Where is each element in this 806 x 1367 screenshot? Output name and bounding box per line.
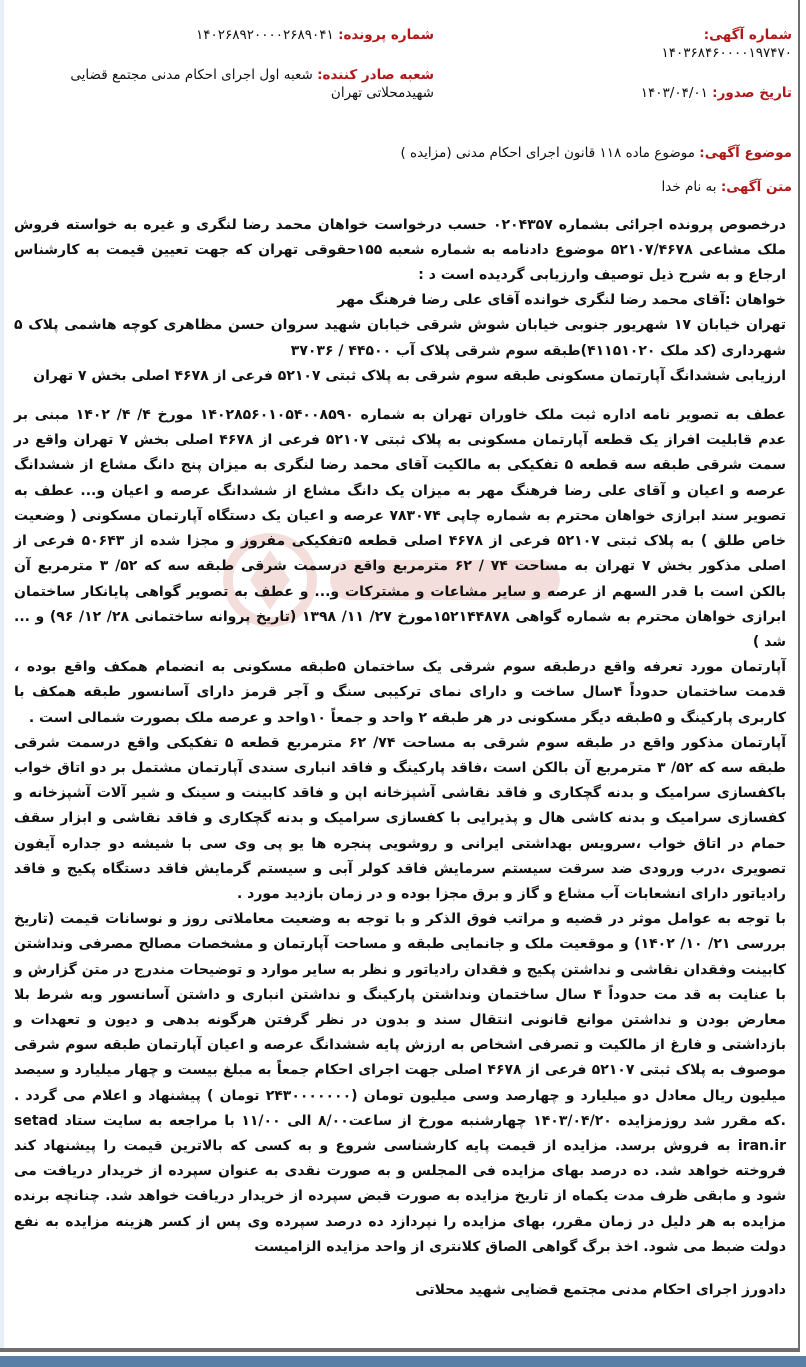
header xyxy=(14,26,792,125)
case-number-row xyxy=(14,26,434,44)
paragraph-parties: خواهان :آقای محمد رضا لنگری خوانده آقای علی رضا فرهنگ مهر xyxy=(337,292,786,309)
issue-date-label: تاریخ صدور: xyxy=(712,85,792,102)
paragraph-registry: عطف به تصویر نامه اداره ثبت ملک خاوران تهران به شماره ۱۴۰۲۸۵۶۰۱۰۵۴۰۰۸۵۹۰ مورخ ۴/ ۴/ ۱۴۰۲ مبنی بر عدم قابلیت افراز یک قطعه آپارتمان مسکونی به پلاک ثبتی ۵۲۱۰۷ فرعی از ۴۶۷۸ اصلی بخش ۷ تهران واقع در سمت شرقی طبقه سه قطعه ۵ تفکیکی به مالکیت آقای محمد رضا لنگری به میزان پنج دانگ مشاع از ششدانگ عرصه و اعیان و آقای علی رضا فرهنگ مهر به میزان یک دانگ مشاع از ششدانگ عرصه و اعیان و... عطف به تصویر سند ابرازی خواهان محترم به شماره چاپی ۷۸۳۰۷۴ عرصه و اعیان یک دستگاه آپارتمان مسکونی ( وضعیت خاص طلق ) به پلاک ثبتی ۵۲۱۰۷ فرعی از ۴۶۷۸ اصلی قطعه ۵تفکیکی مفروز و مجزا شده از ۵۰۶۴۳ فرعی از اصلی مذکور بخش ۷ تهران به مساحت ۷۴ / ۶۲ مترمربع واقع درسمت شرقی طبقه سه که ۵۲/ ۳ مترمربع آن بالکن است با قدر السهم از عرصه و سایر مشاعات و مشترکات و... و عطف به تصویر گواهی پایانکار ساختمان ابرازی خواهان محترم به شماره گواهی ۱۵۲۱۴۴۸۷۸مورخ ۲۷/ ۱۱/ ۱۳۹۸ (تاریخ پروانه ساختمانی ۲۸/ ۱۲/ ۹۶) و ... شد ) xyxy=(14,407,787,650)
issuer-label: شعبه صادر کننده: xyxy=(317,67,434,84)
paragraph-building: آپارتمان مورد تعرفه واقع درطبقه سوم شرقی یک ساختمان ۵طبقه مسکونی به انضمام همکف واقع بوده ، قدمت ساختمان حدوداً ۴سال ساخت و دارای نمای ترکیبی سنگ و آجر قرمز دارای آسانسور طبقه همکف با کاربری پارکینگ و ۵طبقه دیگر مسکونی در هر طبقه ۲ واحد و جمعاً ۱۰واحد و عرصه ملک بصورت شمالی است . xyxy=(14,659,787,726)
text-title-row xyxy=(14,179,792,195)
case-number-label: شماره پرونده: xyxy=(338,27,434,43)
ad-number-row xyxy=(572,26,792,62)
left-edge xyxy=(0,0,4,1352)
paragraph-auction: با توجه به عوامل موثر در قضیه و مراتب فوق الذکر و با توجه به وضعیت معاملاتی روز و نوسانات قیمت (تاریخ بررسی ۲۱/ ۱۰/ ۱۴۰۲) و موقعیت ملک و جانمایی طبقه و مساحت آپارتمان و مشخصات مصالح مصرفی ونداشتن کابینت وفقدان نقاشی و نداشتن پکیج و فقدان رادیاتور و نظر به سایر موارد و توضیحات مندرج در متن گزارش و با عنایت به قد مت حدوداً ۴ سال ساختمان ونداشتن پارکینگ و نداشتن انباری و داشتن آسانسور وبه شرط بلا معارض بودن و نداشتن موانع قانونی انتقال سند و بدون در نظر گرفتن هرگونه بدهی و دیون و تعهدات و بازداشتی و فارغ از مالکیت و تصرفی اشخاص به ارزش پایه ششدانگ عرصه و اعیان آپارتمان طبقه سوم شرقی موصوف به پلاک ثبتی ۵۲۱۰۷ فرعی از ۴۶۷۸ اصلی جهت اجرای احکام جمعاً به مبلغ بیست و چهار میلیارد و سیصد میلیون ریال معادل دو میلیارد و چهارصد وسی میلیون تومان (۲۴۳۰۰۰۰۰۰۰ تومان ) پیشنهاد و اعلام می گردد . .که مقرر شد روزمزایده ۱۴۰۳/۰۴/۲۰ چهارشنبه مورخ از ساعت۸/۰۰ الی ۱۱/۰۰ با مراجعه به سایت ستاد setad iran.ir به فروش برسد. مزایده از قیمت پایه کارشناسی شروع و به کسی که بالاترین قیمت را پیشنهاد کند فروخته خواهد شد. ده درصد بهای مزایده فی المجلس و به صورت نقدی به عنوان سپرده از خریدار دریافت می شود و مابقی ظرف مدت یکماه از تاریخ مزایده به صورت قبض سپرده از خریدار دریافت خواهد شد. چنانچه برنده مزایده به هر دلیل در زمان مقرر، بهای مزایده را نپردازد ده درصد سپرده وی پس از کسر هزینه مزایده به نفع دولت ضبط می شود. اخذ برگ گواهی الصاق کلانتری از واحد مزایده الزامیست xyxy=(14,911,786,1255)
ad-number-label: شماره آگهی: xyxy=(703,27,792,43)
issue-date: ۱۴۰۳/۰۴/۰۱ xyxy=(640,85,708,102)
subject-row xyxy=(14,145,792,161)
case-number: ۱۴۰۲۶۸۹۲۰۰۰۰۲۶۸۹۰۴۱ xyxy=(195,27,334,43)
paragraph-case: درخصوص پرونده اجرائی بشماره ۰۲۰۴۳۵۷ حسب درخواست خواهان محمد رضا لنگری و غیره به خواسته فروش ملک مشاعی ۵۲۱۰۷/۴۶۷۸ موضوع دادنامه به شماره شعبه ۱۵۵حقوقی تهران که جهت تعیین قیمت به کارشناس ارجاع و به شرح ذیل توصیف وارزیابی گردیده است د : xyxy=(14,216,786,284)
text-title-value: به نام خدا xyxy=(661,178,717,195)
paragraph-address: تهران خیابان ۱۷ شهریور جنوبی خیابان شوش شرقی خیابان شهید سروان حسن مظاهری کوچه هاشمی پلاک ۵ شهرداری (کد ملک ۴۱۱۵۱۰۲۰)طبقه سوم شرقی پلاک آب ۴۴۵۰۰ / ۳۷۰۳۶ xyxy=(14,317,786,359)
text-title-label: متن آگهی: xyxy=(720,178,792,195)
footer-strip xyxy=(0,1356,806,1367)
header-right-column xyxy=(572,26,792,125)
announcement-content xyxy=(14,26,792,1298)
issue-date-row xyxy=(572,84,792,102)
ad-number: ۱۴۰۳۶۸۴۶۰۰۰۰۱۹۷۴۷۰ xyxy=(661,45,792,62)
subject-label: موضوع آگهی: xyxy=(699,144,792,161)
header-left-column xyxy=(14,26,434,125)
signature: دادورز اجرای احکام مدنی مجتمع قضایی شهید محلاتی xyxy=(415,1281,786,1298)
paragraph-valuation-title: ارزیابی ششدانگ آپارتمان مسکونی طبقه سوم شرقی به پلاک ثبتی ۵۲۱۰۷ فرعی از ۴۶۷۸ اصلی بخش ۷ تهران xyxy=(33,367,786,384)
paragraph-apartment: آپارتمان مذکور واقع در طبقه سوم شرقی به مساحت ۷۴/ ۶۲ مترمربع قطعه ۵ تفکیکی واقع درسمت شرقی طبقه سه که ۵۲/ ۳ مترمربع آن بالکن است ،فاقد پارکینگ و فاقد انباری سندی آپارتمان مشتمل بر دو اتاق خواب باکفسازی سرامیک و بدنه گچکاری و فاقد نقاشی آشپزخانه اپن و فاقد کابینت و سینک و شیر آلات آشپزخانه و کفسازی سرامیک و بدنه کاشی هال و پذیرایی با کفسازی سرامیک و بدنه گچکاری و فاقد نقاشی و ابزار سقف حمام در اتاق خواب ،سرویس بهداشتی ایرانی و روشویی پنجره ها یو پی وی سی با شیشه دو جداره آیفون تصویری ،درب ورودی ضد سرقت سیستم سرمایش فاقد کولر آبی و سیستم گرمایش فاقد دستگاه پکیج و فاقد رادیاتور دارای انشعابات آب مشاع و گاز و برق مجزا بوده و در زمان بازدید مورد . xyxy=(14,734,787,902)
subject-value: موضوع ماده ۱۱۸ قانون اجرای احکام مدنی (مزایده ) xyxy=(400,144,695,161)
issuer: شعبه اول اجرای احکام مدنی مجتمع قضایی شهیدمحلاتی تهران xyxy=(70,67,434,102)
issuer-row xyxy=(14,66,434,102)
